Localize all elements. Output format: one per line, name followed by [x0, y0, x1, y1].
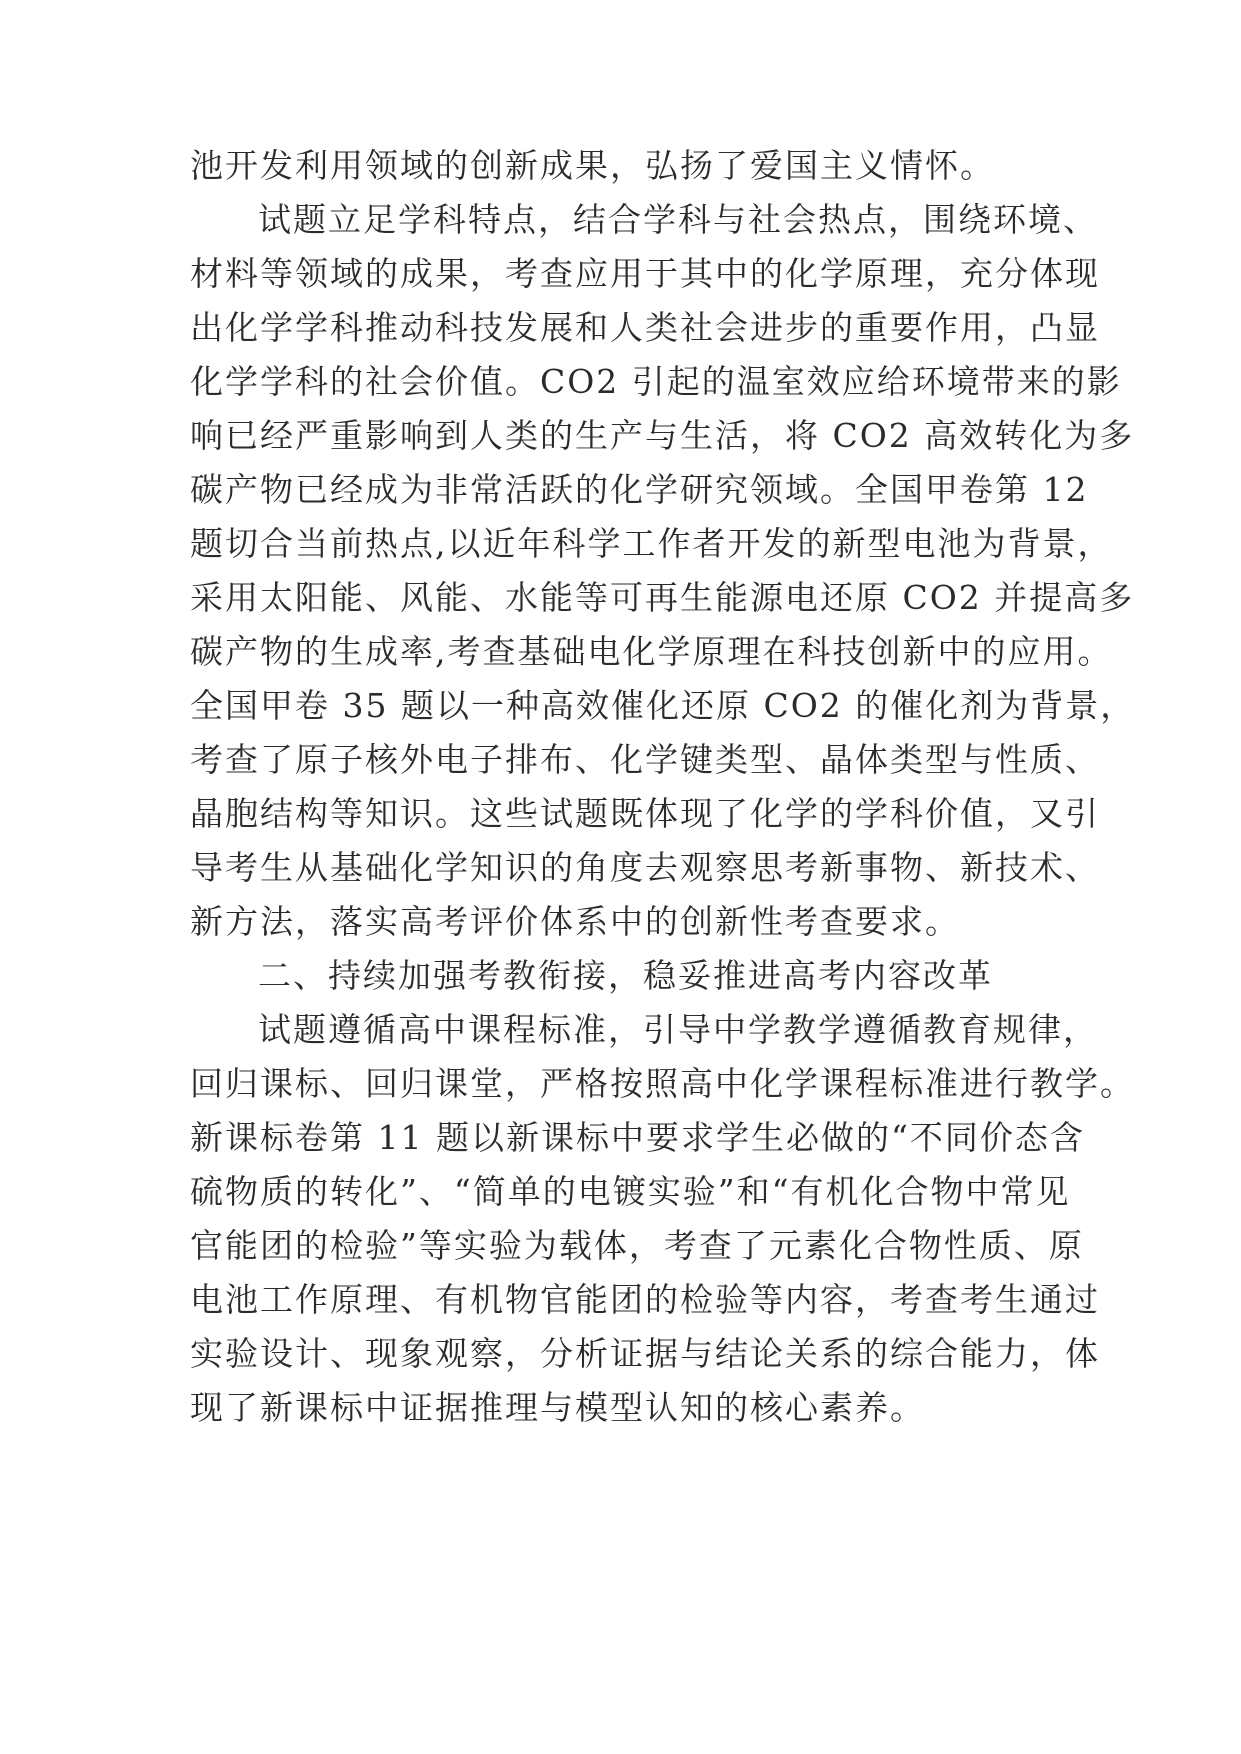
- paragraph-first-line: 试题立足学科特点，结合学科与社会热点，围绕环境、: [258, 200, 1098, 239]
- text-line: 材料等领域的成果，考查应用于其中的化学原理，充分体现: [190, 254, 1100, 293]
- text-line: 响已经严重影响到人类的生产与生活，将 CO2 高效转化为多: [190, 416, 1135, 455]
- text-line: 现了新课标中证据推理与模型认知的核心素养。: [190, 1388, 925, 1427]
- text-line: 考查了原子核外电子排布、化学键类型、晶体类型与性质、: [190, 740, 1100, 779]
- text-line: 回归课标、回归课堂，严格按照高中化学课程标准进行教学。: [190, 1064, 1135, 1103]
- text-line: 官能团的检验”等实验为载体，考查了元素化合物性质、原: [190, 1226, 1084, 1265]
- text-line: 全国甲卷 35 题以一种高效催化还原 CO2 的催化剂为背景，: [190, 686, 1136, 725]
- text-line: 实验设计、现象观察，分析证据与结论关系的综合能力，体: [190, 1334, 1100, 1373]
- section-heading: 二、持续加强考教衔接，稳妥推进高考内容改革: [258, 956, 993, 995]
- text-line: 新课标卷第 11 题以新课标中要求学生必做的“不同价态含: [190, 1118, 1085, 1157]
- paragraph-first-line: 试题遵循高中课程标准，引导中学教学遵循教育规律，: [258, 1010, 1098, 1049]
- text-line: 碳产物的生成率,考查基础电化学原理在科技创新中的应用。: [190, 632, 1113, 671]
- text-line: 导考生从基础化学知识的角度去观察思考新事物、新技术、: [190, 848, 1100, 887]
- text-line: 池开发利用领域的创新成果，弘扬了爱国主义情怀。: [190, 146, 995, 185]
- text-line: 出化学学科推动科技发展和人类社会进步的重要作用，凸显: [190, 308, 1100, 347]
- text-line: 题切合当前热点,以近年科学工作者开发的新型电池为背景，: [190, 524, 1113, 563]
- text-line: 采用太阳能、风能、水能等可再生能源电还原 CO2 并提高多: [190, 578, 1135, 617]
- text-line: 电池工作原理、有机物官能团的检验等内容，考查考生通过: [190, 1280, 1100, 1319]
- text-line: 硫物质的转化”、“简单的电镀实验”和“有机化合物中常见: [190, 1172, 1071, 1211]
- text-line: 碳产物已经成为非常活跃的化学研究领域。全国甲卷第 12: [190, 470, 1089, 509]
- text-line: 化学学科的社会价值。CO2 引起的温室效应给环境带来的影: [190, 362, 1122, 401]
- text-line: 晶胞结构等知识。这些试题既体现了化学的学科价值，又引: [190, 794, 1100, 833]
- text-line: 新方法，落实高考评价体系中的创新性考查要求。: [190, 902, 960, 941]
